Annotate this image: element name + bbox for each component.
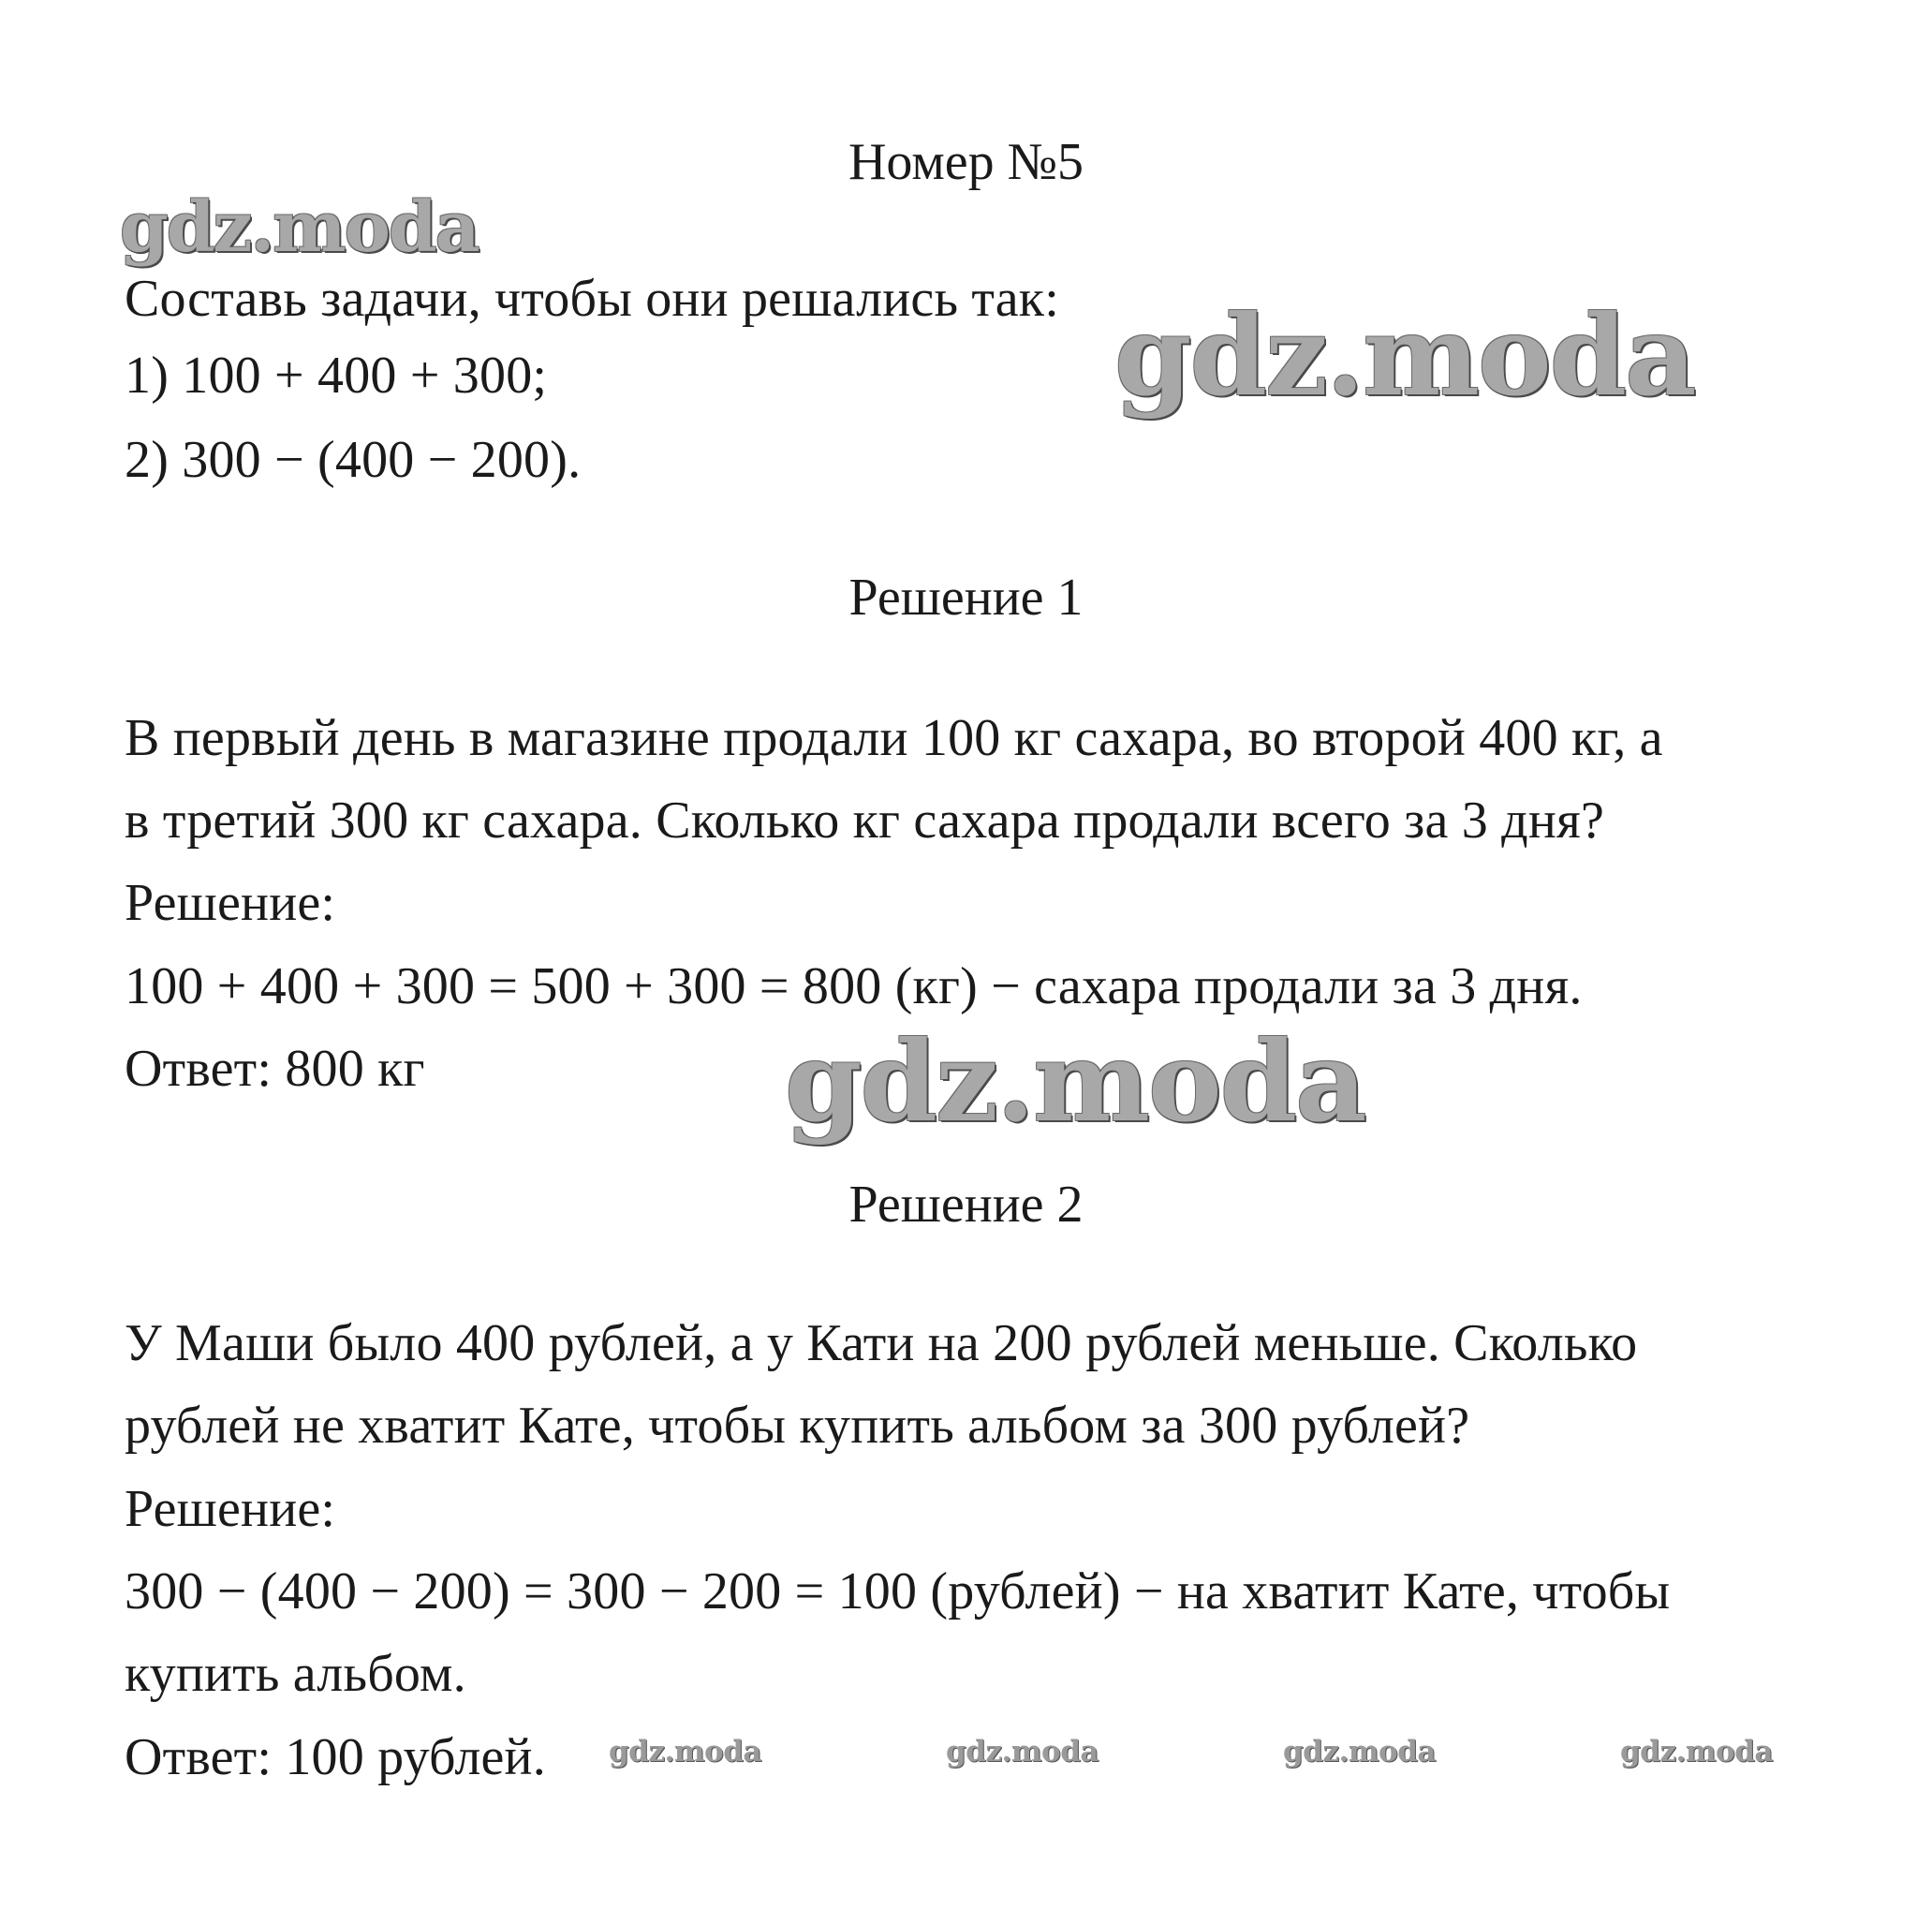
- solution2-calc-line-1: 300 − (400 − 200) = 300 − 200 = 100 (рублей) − на хватит Кате, чтобы: [125, 1562, 1671, 1620]
- solution1-solution-label: Решение:: [125, 874, 336, 932]
- solution1-heading: Решение 1: [848, 569, 1084, 627]
- task-item-1: 1) 100 + 400 + 300;: [125, 347, 548, 405]
- task-prompt: Составь задачи, чтобы они решались так:: [125, 270, 1059, 328]
- solution1-calc: 100 + 400 + 300 = 500 + 300 = 800 (кг) − сахара продали за 3 дня.: [125, 957, 1583, 1015]
- solution1-problem-line-1: В первый день в магазине продали 100 кг сахара, во второй 400 кг, а: [125, 709, 1663, 767]
- task-item-2: 2) 300 − (400 − 200).: [125, 431, 582, 489]
- solution2-answer: Ответ: 100 рублей.: [125, 1728, 546, 1786]
- solution2-solution-label: Решение:: [125, 1480, 336, 1538]
- watermark-small: gdz.moda: [946, 1735, 1099, 1768]
- watermark-small: gdz.moda: [1620, 1735, 1773, 1768]
- watermark-logo: gdz.moda: [1114, 290, 1695, 421]
- solution2-heading: Решение 2: [848, 1176, 1084, 1234]
- solution2-problem-line-1: У Маши было 400 рублей, а у Кати на 200 рублей меньше. Сколько: [125, 1314, 1638, 1372]
- page-title: Номер №5: [848, 133, 1084, 191]
- solution1-problem-line-2: в третий 300 кг сахара. Сколько кг сахара продали всего за 3 дня?: [125, 792, 1605, 850]
- watermark-small: gdz.moda: [609, 1735, 761, 1768]
- solution1-answer: Ответ: 800 кг: [125, 1040, 425, 1098]
- watermark-logo: gdz.moda: [120, 187, 479, 268]
- watermark-small: gdz.moda: [1283, 1735, 1436, 1768]
- watermark-logo: gdz.moda: [785, 1016, 1365, 1147]
- solution2-calc-line-2: купить альбом.: [125, 1645, 466, 1703]
- solution2-problem-line-2: рублей не хватит Кате, чтобы купить альбом за 300 рублей?: [125, 1397, 1470, 1455]
